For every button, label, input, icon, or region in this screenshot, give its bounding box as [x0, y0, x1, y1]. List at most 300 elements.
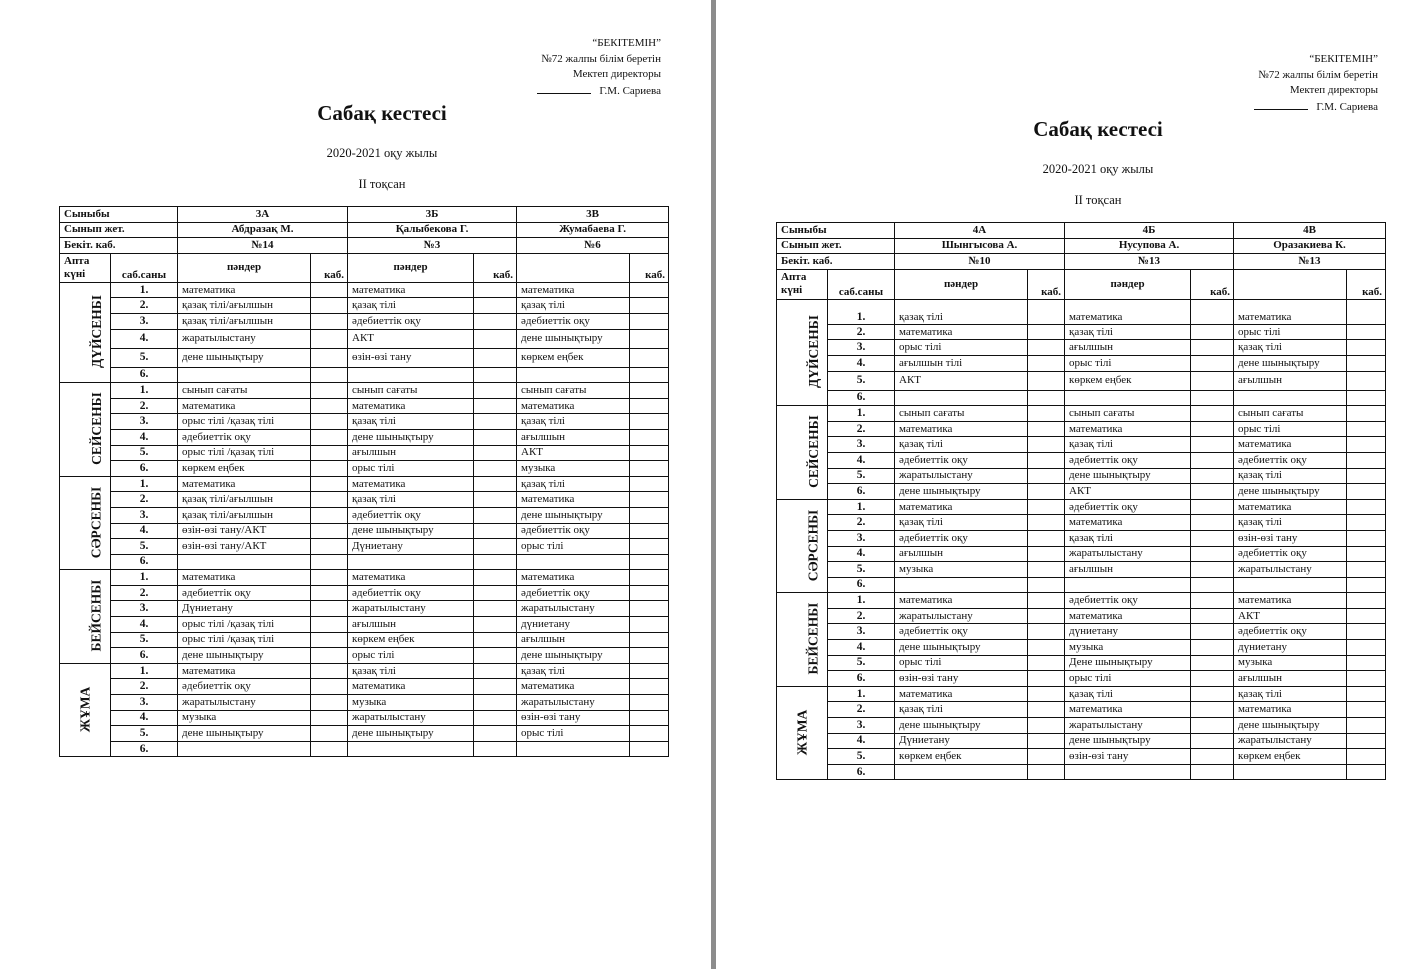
- subject-cell: [178, 367, 311, 383]
- approval-line-2: №72 жалпы білім беретін: [1258, 68, 1378, 81]
- room-cell: [311, 383, 348, 399]
- room-cell: [311, 695, 348, 711]
- room-cell: [311, 601, 348, 617]
- lesson-number: 3.: [828, 340, 895, 356]
- subject-cell: көркем еңбек: [348, 632, 474, 648]
- room-cell: [1191, 406, 1234, 422]
- room-row-value: №3: [348, 238, 517, 254]
- lesson-number: 3.: [111, 695, 178, 711]
- lesson-row: [777, 371, 1386, 390]
- lesson-row: [777, 499, 1386, 515]
- room-cell: [1191, 749, 1234, 765]
- subject-cell: әдебиеттік оқу: [895, 624, 1028, 640]
- room-cell: [1347, 299, 1386, 324]
- subject-cell: математика: [348, 282, 474, 298]
- document-page-left: [0, 0, 700, 969]
- subject-cell: математика: [517, 492, 630, 508]
- subject-cell: [1065, 577, 1191, 593]
- lesson-number: 4.: [828, 640, 895, 656]
- room-cell: [474, 298, 517, 314]
- class-row-value: 4В: [1234, 223, 1386, 239]
- room-cell: [1347, 640, 1386, 656]
- subject-cell: [895, 577, 1028, 593]
- room-cell: [1028, 530, 1065, 546]
- subject-cell: әдебиеттік оқу: [1234, 546, 1347, 562]
- subject-cell: өзін-өзі тану: [348, 348, 474, 367]
- room-cell: [1347, 390, 1386, 406]
- subject-cell: дене шынықтыру: [1234, 718, 1347, 734]
- lesson-row: [60, 648, 669, 664]
- subjects-header: пәндер: [895, 269, 1028, 299]
- lesson-row: [60, 507, 669, 523]
- room-cell: [311, 348, 348, 367]
- subject-cell: қазақ тілі: [1065, 437, 1191, 453]
- weekday-cell: [777, 299, 828, 405]
- room-column-header: каб.: [630, 253, 669, 282]
- lesson-number: 4.: [111, 617, 178, 633]
- room-cell: [1028, 452, 1065, 468]
- room-cell: [630, 663, 669, 679]
- teacher-row-label: Сынып жет.: [777, 238, 895, 254]
- subject-cell: әдебиеттік оқу: [517, 313, 630, 329]
- subject-cell: дене шынықтыру: [348, 523, 474, 539]
- lesson-number: 3.: [828, 718, 895, 734]
- room-cell: [1191, 764, 1234, 780]
- subject-cell: әдебиеттік оқу: [517, 585, 630, 601]
- subject-cell: [348, 741, 474, 757]
- quarter: ІІ тоқсан: [1074, 193, 1122, 207]
- subject-cell: жаратылыстану: [178, 329, 311, 348]
- subject-cell: қазақ тілі: [348, 663, 474, 679]
- approval-line-3: Мектеп директоры: [1289, 84, 1378, 96]
- lesson-number: 5.: [111, 632, 178, 648]
- subject-cell: қазақ тілі: [517, 414, 630, 430]
- room-cell: [311, 298, 348, 314]
- room-cell: [474, 414, 517, 430]
- lesson-number-header: саб.саны: [111, 253, 178, 282]
- lesson-row: [777, 562, 1386, 578]
- lesson-number: 6.: [828, 390, 895, 406]
- room-cell: [1028, 718, 1065, 734]
- room-cell: [1191, 593, 1234, 609]
- subject-cell: жаратылыстану: [1234, 733, 1347, 749]
- lesson-row: [60, 282, 669, 298]
- lesson-row: [777, 749, 1386, 765]
- room-cell: [630, 585, 669, 601]
- subject-cell: ағылшын: [895, 546, 1028, 562]
- subject-cell: [1234, 390, 1347, 406]
- lesson-row: [60, 383, 669, 399]
- room-cell: [1191, 530, 1234, 546]
- lesson-row: [60, 695, 669, 711]
- subject-cell: қазақ тілі: [348, 298, 474, 314]
- room-column-header: каб.: [1191, 269, 1234, 299]
- lesson-number: 4.: [111, 329, 178, 348]
- lesson-number: 2.: [828, 324, 895, 340]
- lesson-number: 5.: [828, 655, 895, 671]
- room-cell: [474, 523, 517, 539]
- weekday-label: БЕЙСЕНБІ: [88, 579, 104, 652]
- room-cell: [1191, 577, 1234, 593]
- lesson-number: 3.: [111, 507, 178, 523]
- room-cell: [1191, 608, 1234, 624]
- room-cell: [630, 383, 669, 399]
- lesson-number: 4.: [828, 355, 895, 371]
- room-cell: [1028, 764, 1065, 780]
- subject-cell: ағылшын: [517, 429, 630, 445]
- room-cell: [1028, 608, 1065, 624]
- room-cell: [1191, 355, 1234, 371]
- subject-cell: өзін-өзі тану/АКТ: [178, 523, 311, 539]
- room-cell: [474, 570, 517, 586]
- room-cell: [311, 726, 348, 742]
- lesson-row: [60, 492, 669, 508]
- lesson-row: [777, 718, 1386, 734]
- weekday-cell: [60, 282, 111, 382]
- approval-block: [1197, 52, 1378, 115]
- room-cell: [1191, 702, 1234, 718]
- room-cell: [1028, 324, 1065, 340]
- subject-cell: математика: [1234, 299, 1347, 324]
- room-cell: [474, 679, 517, 695]
- subject-cell: қазақ тілі/ағылшын: [178, 298, 311, 314]
- lesson-row: [777, 702, 1386, 718]
- lesson-number: 2.: [828, 515, 895, 531]
- lesson-number: 5.: [111, 539, 178, 555]
- lesson-row: [60, 313, 669, 329]
- room-cell: [1028, 655, 1065, 671]
- subject-cell: музыка: [895, 562, 1028, 578]
- lesson-row: [60, 445, 669, 461]
- lesson-number: 3.: [111, 313, 178, 329]
- subject-cell: қазақ тілі: [895, 515, 1028, 531]
- subject-cell: математика: [348, 476, 474, 492]
- room-cell: [311, 523, 348, 539]
- room-cell: [1347, 764, 1386, 780]
- subject-cell: әдебиеттік оқу: [1065, 593, 1191, 609]
- lesson-row: [777, 577, 1386, 593]
- subject-cell: қазақ тілі: [517, 298, 630, 314]
- room-row-value: №13: [1065, 254, 1234, 270]
- class-row-label: Сыныбы: [777, 223, 895, 239]
- lesson-number: 3.: [111, 601, 178, 617]
- subject-cell: математика: [1065, 702, 1191, 718]
- weekday-cell: [777, 406, 828, 500]
- lesson-row: [60, 461, 669, 477]
- room-cell: [474, 726, 517, 742]
- lesson-number: 1.: [828, 406, 895, 422]
- room-cell: [1347, 484, 1386, 500]
- subject-cell: орыс тілі /қазақ тілі: [178, 632, 311, 648]
- subject-cell: ағылшын: [348, 445, 474, 461]
- subject-cell: қазақ тілі: [348, 414, 474, 430]
- subject-cell: сынып сағаты: [178, 383, 311, 399]
- room-cell: [1347, 499, 1386, 515]
- lesson-row: [60, 367, 669, 383]
- room-cell: [1191, 390, 1234, 406]
- subject-cell: математика: [1065, 299, 1191, 324]
- day-column-header: Апта күні: [777, 269, 828, 299]
- room-cell: [474, 632, 517, 648]
- subject-cell: Дүниетану: [348, 539, 474, 555]
- subject-cell: математика: [1065, 421, 1191, 437]
- room-cell: [311, 679, 348, 695]
- subject-cell: математика: [517, 282, 630, 298]
- column-header-row: [777, 269, 1386, 299]
- room-cell: [630, 554, 669, 570]
- subject-cell: ағылшын: [1065, 562, 1191, 578]
- subject-cell: дене шынықтыру: [348, 726, 474, 742]
- document-page-right: [717, 0, 1417, 969]
- subject-cell: дене шынықтыру: [178, 648, 311, 664]
- room-cell: [630, 617, 669, 633]
- subject-cell: ағылшын тілі: [895, 355, 1028, 371]
- room-cell: [630, 679, 669, 695]
- subject-cell: математика: [178, 282, 311, 298]
- weekday-cell: [777, 593, 828, 687]
- subject-cell: [517, 554, 630, 570]
- subject-cell: математика: [517, 679, 630, 695]
- lesson-number: 6.: [828, 764, 895, 780]
- subject-cell: жаратылыстану: [348, 601, 474, 617]
- lesson-row: [60, 617, 669, 633]
- lesson-number: 1.: [111, 570, 178, 586]
- subject-cell: математика: [348, 398, 474, 414]
- subject-cell: математика: [1234, 499, 1347, 515]
- subject-cell: орыс тілі /қазақ тілі: [178, 414, 311, 430]
- subject-cell: АКТ: [895, 371, 1028, 390]
- weekday-label: ДҮЙСЕНБІ: [88, 294, 104, 368]
- room-cell: [474, 507, 517, 523]
- subject-cell: математика: [517, 570, 630, 586]
- subject-cell: әдебиеттік оқу: [517, 523, 630, 539]
- lesson-number: 4.: [828, 452, 895, 468]
- subject-cell: математика: [895, 686, 1028, 702]
- room-cell: [1191, 437, 1234, 453]
- lesson-row: [777, 324, 1386, 340]
- room-cell: [1191, 640, 1234, 656]
- room-cell: [1028, 340, 1065, 356]
- academic-year: 2020-2021 оқу жылы: [326, 146, 438, 160]
- lesson-row: [777, 608, 1386, 624]
- room-cell: [1347, 593, 1386, 609]
- subject-cell: қазақ тілі/ағылшын: [178, 492, 311, 508]
- lesson-row: [777, 671, 1386, 687]
- subject-cell: қазақ тілі: [1065, 324, 1191, 340]
- room-column-header: каб.: [1347, 269, 1386, 299]
- class-row-value: 3Б: [348, 207, 517, 223]
- room-cell: [311, 429, 348, 445]
- lesson-number: 4.: [111, 523, 178, 539]
- subjects-header: пәндер: [348, 253, 474, 282]
- subject-cell: математика: [517, 398, 630, 414]
- subject-cell: қазақ тілі: [1234, 340, 1347, 356]
- room-cell: [630, 313, 669, 329]
- room-column-header: каб.: [1028, 269, 1065, 299]
- room-cell: [1191, 324, 1234, 340]
- subject-cell: ағылшын: [1234, 371, 1347, 390]
- lesson-number: 2.: [111, 679, 178, 695]
- room-cell: [630, 570, 669, 586]
- lesson-number: 1.: [828, 686, 895, 702]
- teacher-row-value: Нусупова А.: [1065, 238, 1234, 254]
- room-cell: [1347, 452, 1386, 468]
- subject-cell: дене шынықтыру: [1065, 468, 1191, 484]
- weekday-label: ЖҰМА: [794, 709, 810, 755]
- lesson-number: 5.: [828, 562, 895, 578]
- room-cell: [1191, 686, 1234, 702]
- subject-cell: дене шынықтыру: [517, 507, 630, 523]
- subject-cell: [895, 390, 1028, 406]
- subject-cell: әдебиеттік оқу: [178, 679, 311, 695]
- room-cell: [630, 632, 669, 648]
- subject-cell: математика: [1234, 437, 1347, 453]
- room-cell: [1347, 702, 1386, 718]
- day-column-header: Апта күні: [60, 253, 111, 282]
- lesson-number: 4.: [828, 733, 895, 749]
- room-cell: [630, 507, 669, 523]
- teacher-row-value: Шынгысова А.: [895, 238, 1065, 254]
- subject-cell: жаратылыстану: [1065, 718, 1191, 734]
- room-cell: [630, 282, 669, 298]
- subject-cell: жаратылыстану: [1234, 562, 1347, 578]
- room-cell: [630, 367, 669, 383]
- room-cell: [630, 414, 669, 430]
- subject-cell: дүниетану: [1234, 640, 1347, 656]
- lesson-number: 4.: [111, 429, 178, 445]
- room-cell: [1028, 299, 1065, 324]
- room-cell: [1191, 299, 1234, 324]
- lesson-row: [60, 710, 669, 726]
- lesson-row: [777, 764, 1386, 780]
- lesson-row: [777, 355, 1386, 371]
- subject-cell: математика: [178, 570, 311, 586]
- subject-cell: көркем еңбек: [178, 461, 311, 477]
- subject-cell: дене шынықтыру: [1065, 733, 1191, 749]
- subject-cell: қазақ тілі: [895, 702, 1028, 718]
- room-cell: [1191, 371, 1234, 390]
- room-cell: [1347, 546, 1386, 562]
- lesson-number: 2.: [111, 298, 178, 314]
- subject-cell: орыс тілі: [895, 655, 1028, 671]
- room-cell: [311, 648, 348, 664]
- subject-cell: Дүниетану: [178, 601, 311, 617]
- subject-cell: [178, 554, 311, 570]
- subject-cell: дене шынықтыру: [1234, 484, 1347, 500]
- room-cell: [1191, 468, 1234, 484]
- subject-cell: математика: [895, 593, 1028, 609]
- subject-cell: әдебиеттік оқу: [348, 585, 474, 601]
- room-cell: [1028, 421, 1065, 437]
- room-cell: [630, 461, 669, 477]
- room-cell: [1028, 749, 1065, 765]
- class-row-value: 4Б: [1065, 223, 1234, 239]
- room-cell: [1347, 324, 1386, 340]
- subject-cell: [1234, 764, 1347, 780]
- room-cell: [1191, 515, 1234, 531]
- room-cell: [1191, 421, 1234, 437]
- room-column-header: каб.: [311, 253, 348, 282]
- lesson-number: 6.: [111, 367, 178, 383]
- lesson-row: [777, 421, 1386, 437]
- subject-cell: әдебиеттік оқу: [1065, 452, 1191, 468]
- subject-cell: музыка: [517, 461, 630, 477]
- room-cell: [1347, 624, 1386, 640]
- room-cell: [1028, 484, 1065, 500]
- room-cell: [630, 298, 669, 314]
- room-cell: [1028, 624, 1065, 640]
- room-row-value: №10: [895, 254, 1065, 270]
- lesson-row: [777, 390, 1386, 406]
- subject-cell: [1065, 764, 1191, 780]
- subject-cell: АКТ: [348, 329, 474, 348]
- subject-cell: музыка: [1234, 655, 1347, 671]
- lesson-number: 6.: [111, 648, 178, 664]
- lesson-number-header: саб.саны: [828, 269, 895, 299]
- lesson-row: [777, 484, 1386, 500]
- room-cell: [630, 445, 669, 461]
- subject-cell: [517, 741, 630, 757]
- subject-cell: өзін-өзі тану: [517, 710, 630, 726]
- lesson-row: [777, 733, 1386, 749]
- room-cell: [1028, 702, 1065, 718]
- subject-cell: әдебиеттік оқу: [178, 585, 311, 601]
- lesson-row: [60, 741, 669, 757]
- room-cell: [311, 398, 348, 414]
- subject-cell: көркем еңбек: [895, 749, 1028, 765]
- subjects-header: пәндер: [178, 253, 311, 282]
- subject-cell: қазақ тілі: [1234, 515, 1347, 531]
- room-cell: [311, 329, 348, 348]
- subject-cell: орыс тілі: [1234, 324, 1347, 340]
- lesson-number: 6.: [828, 484, 895, 500]
- lesson-number: 1.: [828, 593, 895, 609]
- subject-cell: [895, 764, 1028, 780]
- subject-cell: математика: [895, 421, 1028, 437]
- subject-cell: әдебиеттік оқу: [178, 429, 311, 445]
- subject-cell: сынып сағаты: [1065, 406, 1191, 422]
- subject-cell: ағылшын: [1234, 671, 1347, 687]
- subject-cell: дене шынықтыру: [178, 726, 311, 742]
- weekday-label: СЕЙСЕНБІ: [805, 415, 821, 488]
- room-cell: [1347, 655, 1386, 671]
- room-cell: [474, 461, 517, 477]
- lesson-number: 1.: [111, 663, 178, 679]
- lesson-number: 2.: [111, 585, 178, 601]
- subject-cell: қазақ тілі: [348, 492, 474, 508]
- lesson-number: 6.: [111, 554, 178, 570]
- subject-cell: сынып сағаты: [895, 406, 1028, 422]
- lesson-number: 1.: [828, 299, 895, 324]
- room-cell: [1347, 437, 1386, 453]
- room-cell: [474, 741, 517, 757]
- room-cell: [1028, 577, 1065, 593]
- room-cell: [1347, 468, 1386, 484]
- room-cell: [1347, 406, 1386, 422]
- subject-cell: орыс тілі: [517, 539, 630, 555]
- room-cell: [474, 313, 517, 329]
- weekday-label: БЕЙСЕНБІ: [805, 602, 821, 675]
- lesson-row: [777, 640, 1386, 656]
- subject-cell: [178, 741, 311, 757]
- subject-cell: музыка: [348, 695, 474, 711]
- room-cell: [1191, 655, 1234, 671]
- room-cell: [630, 601, 669, 617]
- subject-cell: дене шынықтыру: [895, 484, 1028, 500]
- lesson-row: [777, 593, 1386, 609]
- subject-cell: жаратылыстану: [517, 601, 630, 617]
- room-cell: [1347, 733, 1386, 749]
